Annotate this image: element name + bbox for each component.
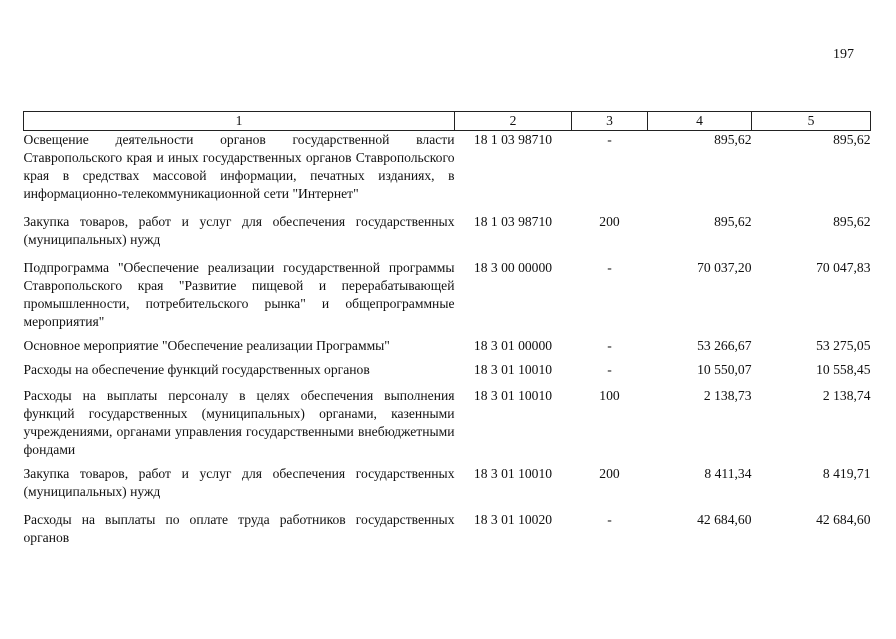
row-value-5: 53 275,05 — [816, 338, 871, 353]
row-value-5: 895,62 — [833, 214, 871, 229]
row-value-5: 70 047,83 — [816, 260, 871, 275]
row-code: 18 3 01 10020 — [473, 512, 553, 527]
row-value-5: 10 558,45 — [816, 362, 871, 377]
table-row — [24, 465, 871, 501]
row-code: 18 3 00 00000 — [473, 260, 553, 275]
row-code: 18 3 01 00000 — [473, 338, 553, 353]
row-name: Подпрограмма "Обеспечение реализации государственной программы Ставропольского края "Развитие пищевой и перерабатывающей промышленности, потребительского рынка" и общепрограммные мероприятия" — [23, 260, 455, 329]
header-col-4: 4 — [648, 112, 752, 131]
row-value-5: 2 138,74 — [822, 388, 871, 403]
header-col-1: 1 — [24, 112, 455, 131]
row-code: 18 3 01 10010 — [473, 362, 553, 377]
row-code: 18 3 01 10010 — [473, 388, 553, 403]
row-type: - — [607, 260, 612, 275]
header-col-3: 3 — [572, 112, 648, 131]
row-type: 200 — [599, 214, 620, 229]
table-row — [24, 337, 871, 355]
table-row — [24, 361, 871, 379]
header-col-2: 2 — [455, 112, 572, 131]
row-code: 18 3 01 10010 — [473, 466, 553, 481]
row-value-4: 8 411,34 — [704, 466, 752, 481]
page-number: 197 — [833, 47, 854, 62]
row-name: Расходы на обеспечение функций государственных органов — [23, 362, 370, 377]
table-row — [24, 387, 871, 459]
row-value-4: 10 550,07 — [697, 362, 752, 377]
header-col-5: 5 — [752, 112, 871, 131]
table-row — [24, 259, 871, 331]
row-value-5: 8 419,71 — [822, 466, 871, 481]
table-row — [24, 511, 871, 547]
row-value-4: 2 138,73 — [703, 388, 752, 403]
row-value-4: 70 037,20 — [697, 260, 752, 275]
row-type: 100 — [599, 388, 620, 403]
row-value-4: 895,62 — [714, 132, 752, 147]
table-row — [24, 131, 871, 204]
row-type: - — [607, 362, 612, 377]
header-row — [24, 112, 871, 131]
row-value-5: 895,62 — [833, 132, 871, 147]
row-name: Закупка товаров, работ и услуг для обеспечения государственных (муниципальных) нужд — [23, 214, 455, 247]
row-name: Расходы на выплаты персоналу в целях обеспечения выполнения функций государственных (муниципальных) органами, казенными учреждениями, органами управления государственными внебюджетными фондами — [23, 388, 455, 457]
row-name: Основное мероприятие "Обеспечение реализации Программы" — [23, 338, 390, 353]
row-value-4: 42 684,60 — [697, 512, 752, 527]
row-name: Освещение деятельности органов государственной власти Ставропольского края и иных государственных органов Ставропольского края в средствах массовой информации, печатных изданиях, в информационно-телекоммуникационной сети "Интернет" — [23, 132, 455, 201]
row-code: 18 1 03 98710 — [473, 214, 553, 229]
row-type: - — [607, 512, 612, 527]
row-name: Расходы на выплаты по оплате труда работников государственных органов — [23, 512, 455, 545]
row-code: 18 1 03 98710 — [473, 132, 553, 147]
row-type: - — [607, 132, 612, 147]
row-value-4: 53 266,67 — [697, 338, 752, 353]
row-name: Закупка товаров, работ и услуг для обеспечения государственных (муниципальных) нужд — [23, 466, 455, 499]
row-type: 200 — [599, 466, 620, 481]
budget-table — [23, 111, 871, 547]
row-value-4: 895,62 — [714, 214, 752, 229]
table-row — [24, 213, 871, 249]
row-value-5: 42 684,60 — [816, 512, 871, 527]
row-type: - — [607, 338, 612, 353]
